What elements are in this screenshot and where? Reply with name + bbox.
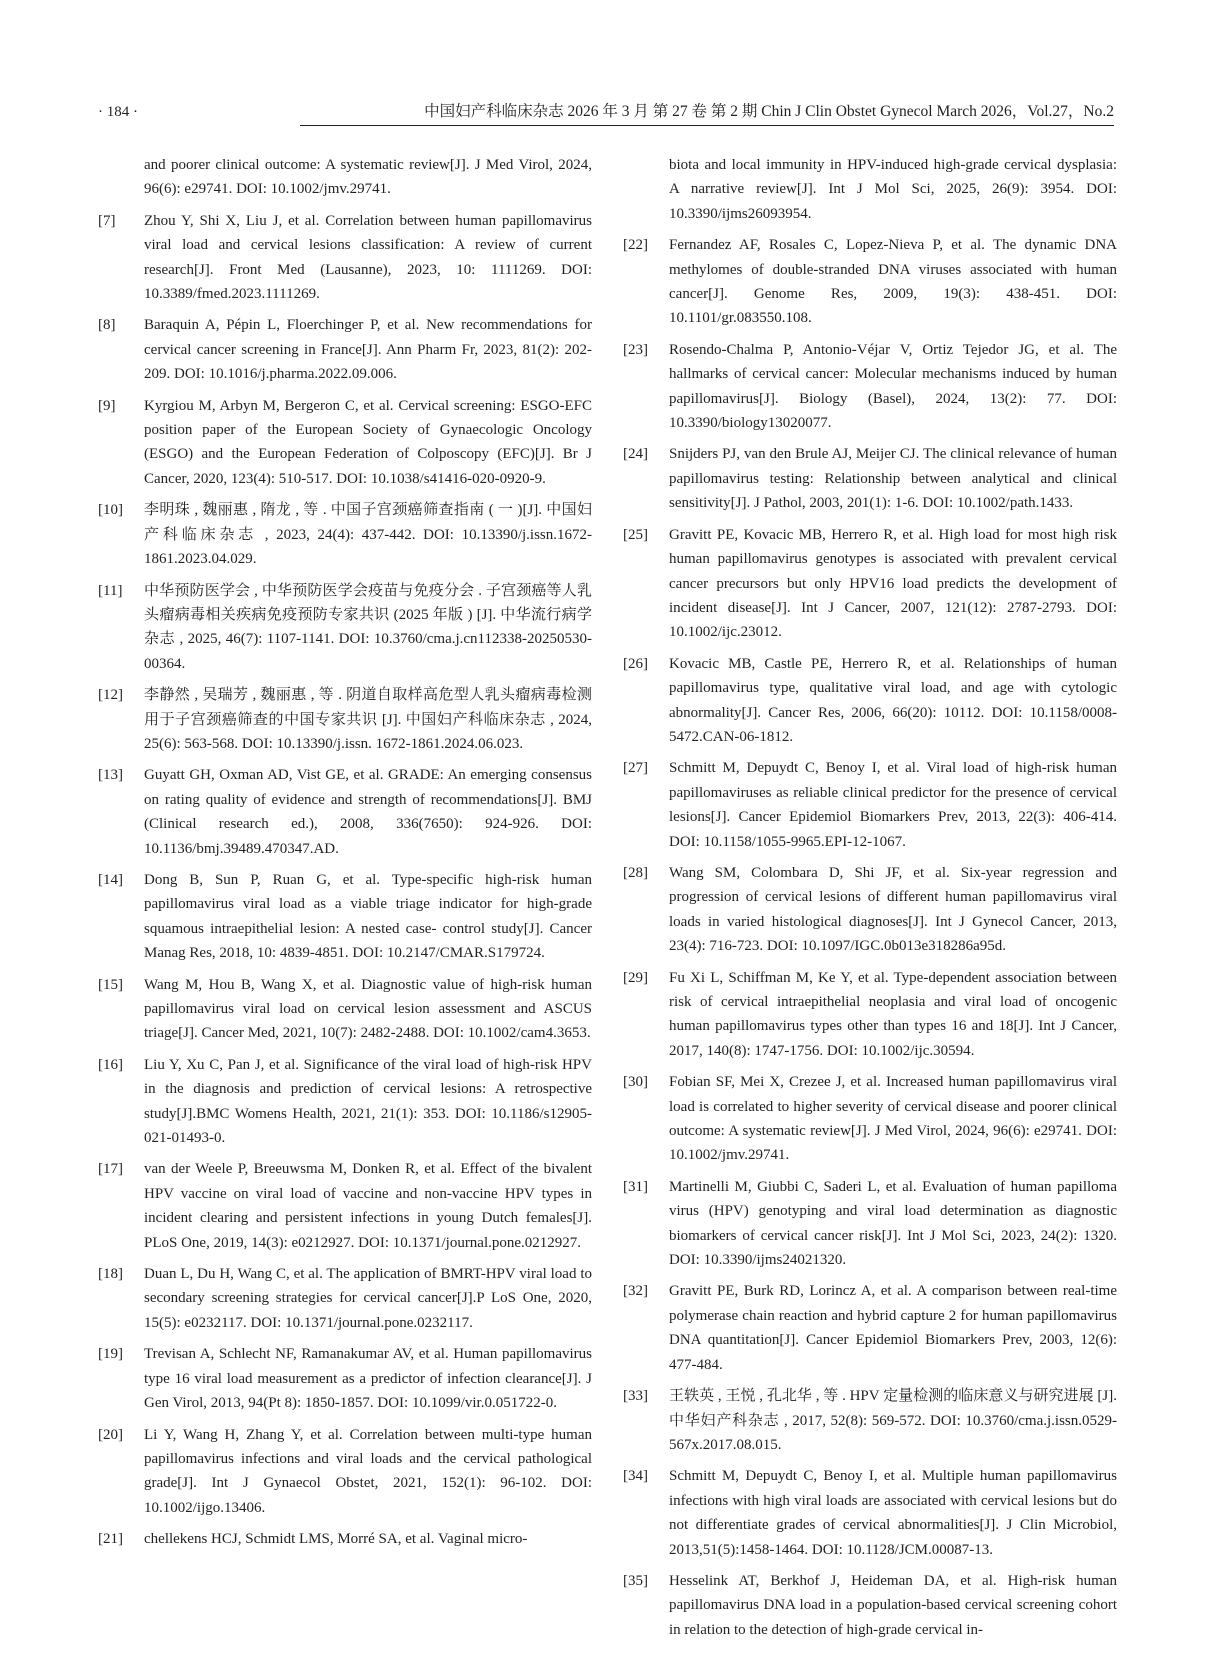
reference-entry	[98, 313, 592, 386]
reference-number: [29]	[623, 969, 648, 986]
reference-number: [21]	[98, 1531, 123, 1548]
reference-entry	[623, 1384, 1117, 1457]
reference-number: [22]	[623, 237, 648, 254]
reference-text: 李静然 , 吴瑞芳 , 魏丽惠 , 等 . 阴道自取样高危型人乳头瘤病毒检测用于子宫颈癌筛查的中国专家共识 [J]. 中国妇产科临床杂志 , 2024, 25(6): 563-568. DOI: 10.13390/j.issn. 1672-1861.2024.06.023.	[144, 687, 592, 752]
reference-text: 中华预防医学会 , 中华预防医学会疫苗与免疫分会 . 子宫颈癌等人乳头瘤病毒相关疾病免疫预防专家共识 (2025 年版 ) [J]. 中华流行病学杂志 , 2025, 46(7): 1107-1141. DOI: 10.3760/cma.j.cn112338-20250530-00364.	[144, 582, 592, 672]
reference-continuation	[623, 153, 1117, 226]
reference-text: Liu Y, Xu C, Pan J, et al. Significance of the viral load of high-risk HPV in the diagnosis and prediction of cervical lesions: A retrospective study[J].BMC Womens Health, 2021, 21(1): 353. DOI: 10.1186/s12905-021-01493-0.	[144, 1056, 592, 1147]
page-number: · 184 ·	[98, 104, 138, 120]
reference-number: [28]	[623, 864, 648, 881]
reference-text: Dong B, Sun P, Ruan G, et al. Type-specific high-risk human papillomavirus viral load as a viable triage indicator for high-grade squamous intraepithelial lesion: A nested case- control study[J]. Cancer Manag Res, 2018, 10: 4839-4851. DOI: 10.2147/CMAR.S179724.	[144, 871, 592, 962]
reference-entry	[98, 579, 592, 677]
reference-text: biota and local immunity in HPV-induced high-grade cervical dysplasia: A narrative review[J]. Int J Mol Sci, 2025, 26(9): 3954. DOI: 10.3390/ijms26093954.	[669, 157, 1117, 222]
reference-entry	[623, 1070, 1117, 1168]
reference-entry	[98, 1262, 592, 1335]
reference-entry	[623, 966, 1117, 1064]
running-header	[98, 101, 1114, 127]
reference-text: Trevisan A, Schlecht NF, Ramanakumar AV, et al. Human papillomavirus type 16 viral load measurement as a predictor of infection clearance[J]. J Gen Virol, 2013, 94(Pt 8): 1850-1857. DOI: 10.1099/vir.0.051722-0.	[144, 1346, 592, 1412]
reference-entry	[623, 1569, 1117, 1642]
reference-number: [34]	[623, 1468, 648, 1485]
reference-entry	[623, 338, 1117, 436]
reference-text: Zhou Y, Shi X, Liu J, et al. Correlation between human papillomavirus viral load and cervical lesions classification: A review of current research[J]. Front Med (Lausanne), 2023, 10: 1111269. DOI: 10.3389/fmed.2023.1111269.	[144, 212, 592, 303]
reference-text: Fernandez AF, Rosales C, Lopez-Nieva P, et al. The dynamic DNA methylomes of double-stranded DNA viruses associated with human cancer[J]. Genome Res, 2009, 19(3): 438-451. DOI: 10.1101/gr.083550.108.	[669, 237, 1117, 327]
header-rule	[300, 125, 1114, 126]
reference-text: Kyrgiou M, Arbyn M, Bergeron C, et al. Cervical screening: ESGO-EFC position paper of the European Society of Gynaecologic Oncology (ESGO) and the European Federation of Colposcopy (EFC)[J]. Br J Cancer, 2020, 123(4): 510-517. DOI: 10.1038/s41416-020-0920-9.	[144, 397, 592, 487]
reference-text: and poorer clinical outcome: A systematic review[J]. J Med Virol, 2024, 96(6): e29741. DOI: 10.1002/jmv.29741.	[144, 157, 592, 198]
reference-entry	[623, 1464, 1117, 1562]
reference-text: 李明珠 , 魏丽惠 , 隋龙 , 等 . 中国子宫颈癌筛查指南 ( 一 )[J]. 中国妇产科临床杂志 , 2023, 24(4): 437-442. DOI: 10.13390/j.issn.1672-1861.2023.04.029.	[144, 502, 592, 568]
reference-text: chellekens HCJ, Schmidt LMS, Morré SA, et al. Vaginal micro-	[144, 1531, 528, 1548]
reference-number: [24]	[623, 446, 648, 463]
reference-text: Gravitt PE, Kovacic MB, Herrero R, et al. High load for most high risk human papillomavirus genotypes is associated with prevalent cervical cancer precursors but only HPV16 load predicts the development of incident disease[J]. Int J Cancer, 2007, 121(12): 2787-2793. DOI: 10.1002/ijc.23012.	[669, 526, 1117, 641]
reference-text: Duan L, Du H, Wang C, et al. The application of BMRT-HPV viral load to secondary screening strategies for cervical cancer[J].P LoS One, 2020, 15(5): e0232117. DOI: 10.1371/journal.pone.0232117.	[144, 1266, 592, 1331]
reference-number: [26]	[623, 655, 648, 672]
running-title: 中国妇产科临床杂志 2026 年 3 月 第 27 卷 第 2 期 Chin J Clin Obstet Gynecol March 2026，Vol.27，No.2	[424, 103, 1114, 120]
reference-number: [9]	[98, 397, 116, 414]
reference-number: [13]	[98, 767, 123, 784]
references-right-column	[623, 153, 1117, 1649]
reference-number: [30]	[623, 1074, 648, 1091]
reference-number: [25]	[623, 526, 648, 543]
reference-entry	[98, 1053, 592, 1151]
reference-text: Wang SM, Colombara D, Shi JF, et al. Six-year regression and progression of cervical lesions of different human papillomavirus viral loads in varied histological diagnoses[J]. Int J Gynecol Cancer, 2013, 23(4): 716-723. DOI: 10.1097/IGC.0b013e318286a95d.	[669, 864, 1117, 955]
reference-text: Schmitt M, Depuydt C, Benoy I, et al. Multiple human papillomavirus infections with high viral loads are associated with cervical lesions but do not differentiate grades of cervical abnormalities[J]. J Clin Microbiol, 2013,51(5):1458-1464. DOI: 10.1128/JCM.00087-13.	[669, 1468, 1117, 1558]
reference-number: [12]	[98, 687, 123, 704]
reference-number: [32]	[623, 1283, 648, 1300]
reference-number: [27]	[623, 760, 648, 777]
reference-text: Fu Xi L, Schiffman M, Ke Y, et al. Type-dependent association between risk of cervical intraepithelial neoplasia and viral load of oncogenic human papillomavirus types other than types 16 and 18[J]. Int J Cancer, 2017, 140(8): 1747-1756. DOI: 10.1002/ijc.30594.	[669, 969, 1117, 1059]
reference-text: Baraquin A, Pépin L, Floerchinger P, et al. New recommendations for cervical cancer screening in France[J]. Ann Pharm Fr, 2023, 81(2): 202-209. DOI: 10.1016/j.pharma.2022.09.006.	[144, 317, 592, 383]
reference-entry	[98, 763, 592, 861]
reference-text: Li Y, Wang H, Zhang Y, et al. Correlation between multi-type human papillomavirus infections and viral loads and the cervical pathological grade[J]. Int J Gynaecol Obstet, 2021, 152(1): 96-102. DOI: 10.1002/ijgo.13406.	[144, 1426, 592, 1516]
reference-number: [33]	[623, 1388, 648, 1405]
reference-number: [10]	[98, 502, 123, 519]
reference-entry	[623, 523, 1117, 645]
reference-entry	[623, 1175, 1117, 1273]
reference-number: [7]	[98, 212, 116, 229]
reference-number: [19]	[98, 1346, 123, 1363]
reference-number: [8]	[98, 317, 116, 334]
reference-entry	[98, 498, 592, 571]
reference-entry	[98, 209, 592, 307]
reference-entry	[623, 861, 1117, 959]
reference-text: Gravitt PE, Burk RD, Lorincz A, et al. A comparison between real-time polymerase chain reaction and hybrid capture 2 for human papillomavirus DNA quantitation[J]. Cancer Epidemiol Biomarkers Prev, 2003, 12(6): 477-484.	[669, 1283, 1117, 1373]
reference-entry	[98, 868, 592, 966]
reference-text: 王轶英 , 王悦 , 孔北华 , 等 . HPV 定量检测的临床意义与研究进展 [J]. 中华妇产科杂志 , 2017, 52(8): 569-572. DOI: 10.3760/cma.j.issn.0529-567x.2017.08.015.	[669, 1388, 1117, 1453]
reference-entry	[98, 394, 592, 492]
reference-entry	[623, 756, 1117, 854]
reference-text: Rosendo-Chalma P, Antonio-Véjar V, Ortiz Tejedor JG, et al. The hallmarks of cervical cancer: Molecular mechanisms induced by human papillomavirus[J]. Biology (Basel), 2024, 13(2): 77. DOI: 10.3390/biology13020077.	[669, 341, 1117, 432]
references-left-column	[98, 153, 592, 1559]
reference-entry	[98, 973, 592, 1046]
reference-number: [14]	[98, 871, 123, 888]
reference-number: [15]	[98, 976, 123, 993]
reference-text: Martinelli M, Giubbi C, Saderi L, et al. Evaluation of human papilloma virus (HPV) genotyping and viral load determination as diagnostic biomarkers of cervical cancer risk[J]. Int J Mol Sci, 2023, 24(2): 1320. DOI: 10.3390/ijms24021320.	[669, 1178, 1117, 1269]
reference-entry	[98, 1527, 592, 1551]
reference-text: Snijders PJ, van den Brule AJ, Meijer CJ. The clinical relevance of human papillomavirus testing: Relationship between analytical and clinical sensitivity[J]. J Pathol, 2003, 201(1): 1-6. DOI: 10.1002/path.1433.	[669, 446, 1117, 512]
reference-entry	[623, 233, 1117, 331]
reference-continuation	[98, 153, 592, 202]
reference-entry	[98, 1423, 592, 1521]
reference-entry	[98, 1157, 592, 1255]
reference-number: [20]	[98, 1426, 123, 1443]
reference-text: Schmitt M, Depuydt C, Benoy I, et al. Viral load of high-risk human papillomaviruses as reliable clinical predictor for the presence of cervical lesions[J]. Cancer Epidemiol Biomarkers Prev, 2013, 22(3): 406-414. DOI: 10.1158/1055-9965.EPI-12-1067.	[669, 760, 1117, 850]
reference-entry	[98, 683, 592, 756]
reference-text: Kovacic MB, Castle PE, Herrero R, et al. Relationships of human papillomavirus type, qualitative viral load, and age with cytologic abnormality[J]. Cancer Res, 2006, 66(20): 10112. DOI: 10.1158/0008-5472.CAN-06-1812.	[669, 655, 1117, 745]
reference-text: Wang M, Hou B, Wang X, et al. Diagnostic value of high-risk human papillomavirus viral load on cervical lesion assessment and ASCUS triage[J]. Cancer Med, 2021, 10(7): 2482-2488. DOI: 10.1002/cam4.3653.	[144, 976, 592, 1042]
reference-text: Hesselink AT, Berkhof J, Heideman DA, et al. High-risk human papillomavirus DNA load in a population-based cervical screening cohort in relation to the detection of high-grade cervical in-	[669, 1572, 1117, 1638]
reference-entry	[98, 1342, 592, 1415]
reference-number: [31]	[623, 1178, 648, 1195]
reference-entry	[623, 442, 1117, 515]
reference-number: [16]	[98, 1056, 123, 1073]
reference-text: Guyatt GH, Oxman AD, Vist GE, et al. GRADE: An emerging consensus on rating quality of evidence and strength of recommendations[J]. BMJ (Clinical research ed.), 2008, 336(7650): 924-926. DOI: 10.1136/bmj.39489.470347.AD.	[144, 767, 592, 857]
reference-number: [35]	[623, 1572, 648, 1589]
reference-number: [18]	[98, 1266, 123, 1283]
reference-text: van der Weele P, Breeuwsma M, Donken R, et al. Effect of the bivalent HPV vaccine on viral load of vaccine and non-vaccine HPV types in incident clearing and persistent infections in young Dutch females[J]. PLoS One, 2019, 14(3): e0212927. DOI: 10.1371/journal.pone.0212927.	[144, 1161, 592, 1251]
reference-number: [11]	[98, 582, 123, 599]
reference-number: [17]	[98, 1161, 123, 1178]
reference-entry	[623, 1279, 1117, 1377]
reference-number: [23]	[623, 341, 648, 358]
reference-entry	[623, 652, 1117, 750]
reference-text: Fobian SF, Mei X, Crezee J, et al. Increased human papillomavirus viral load is correlated to higher severity of cervical disease and poorer clinical outcome: A systematic review[J]. J Med Virol, 2024, 96(6): e29741. DOI: 10.1002/jmv.29741.	[669, 1074, 1117, 1164]
